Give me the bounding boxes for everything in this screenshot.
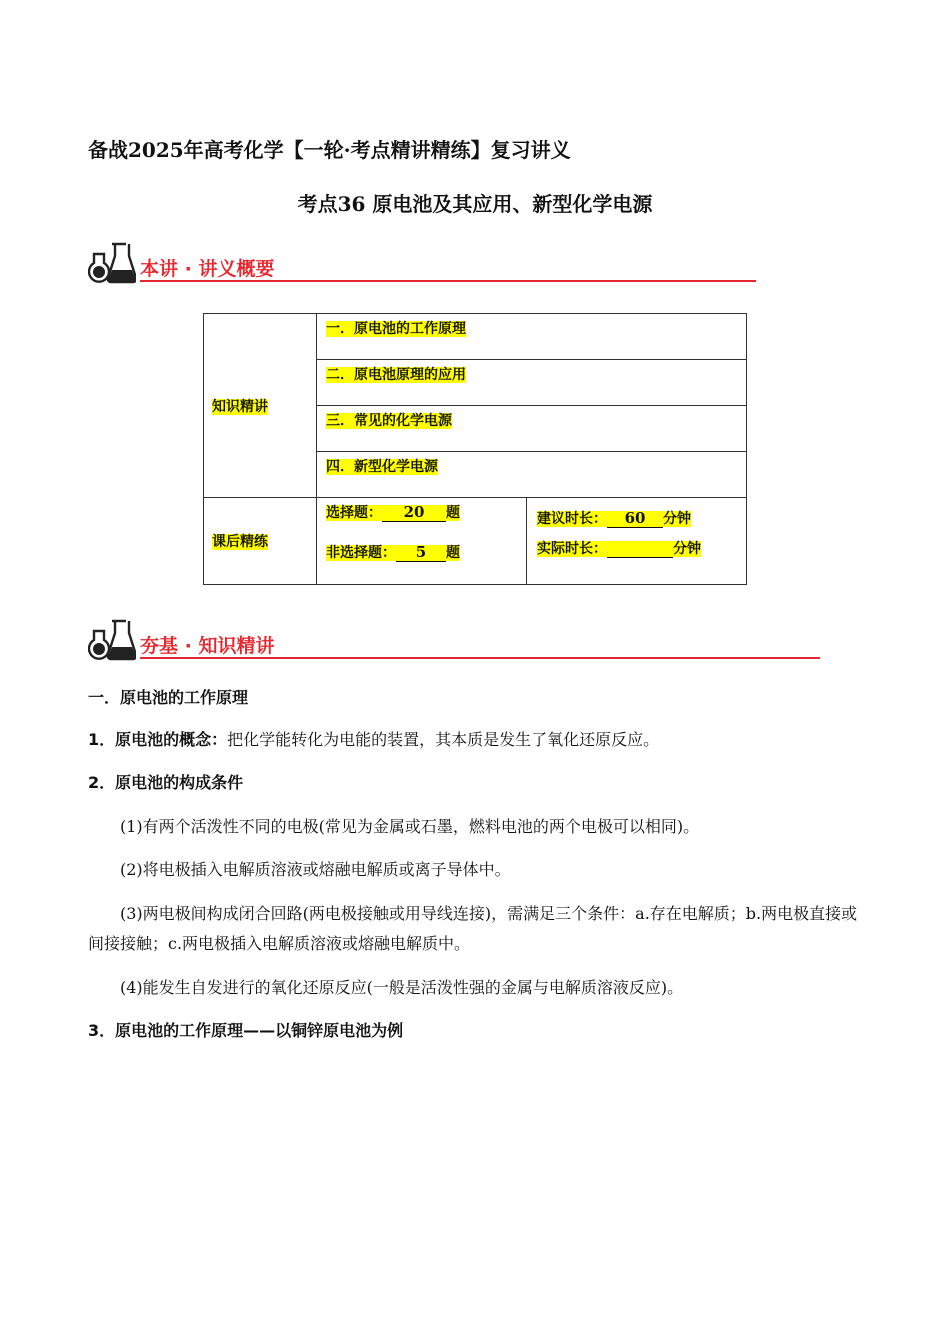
suggested-duration-row (537, 508, 746, 538)
section-divider (140, 657, 820, 659)
section-header-overview (88, 240, 758, 288)
choice-count: 20 (382, 503, 446, 522)
practice-category-cell (204, 498, 317, 585)
content-heading: 一．原电池的工作原理 (88, 688, 249, 707)
overview-item-label: 四．新型化学电源 (326, 459, 438, 475)
knowledge-category-label: 知识精讲 (212, 398, 268, 415)
suggested-duration-label: 建议时长： (537, 511, 607, 527)
suggested-duration-unit: 分钟 (663, 511, 691, 527)
document-subtitle: 考点36 原电池及其应用、新型化学电源 (297, 192, 653, 216)
overview-item-label: 一．原电池的工作原理 (326, 321, 466, 337)
overview-table (203, 313, 747, 585)
practice-category-label: 课后精练 (212, 534, 268, 550)
overview-item-label: 二．原电池原理的应用 (326, 367, 466, 383)
nonchoice-unit: 题 (446, 545, 460, 561)
choice-row (326, 502, 526, 542)
overview-item (317, 314, 747, 360)
paragraph-concept (88, 725, 868, 755)
concept-lead: 1．原电池的概念： (88, 730, 228, 749)
section-divider (140, 280, 756, 282)
overview-item-label: 三．常见的化学电源 (326, 413, 452, 429)
overview-item (317, 360, 747, 406)
nonchoice-label: 非选择题： (326, 545, 396, 561)
duration-cell (527, 498, 747, 585)
chemistry-flask-icon (88, 617, 136, 661)
condition-1: (1)有两个活泼性不同的电极(常见为金属或石墨，燃料电池的两个电极可以相同)。 (120, 817, 700, 836)
choice-label: 选择题： (326, 505, 382, 521)
nonchoice-count: 5 (396, 543, 446, 562)
conditions-heading: 2．原电池的构成条件 (88, 773, 244, 792)
concept-text: 把化学能转化为电能的装置，其本质是发生了氧化还原反应。 (227, 730, 660, 749)
section-title: 本讲 · 讲义概要 (140, 258, 275, 280)
condition-4: (4)能发生自发进行的氧化还原反应(一般是活泼性强的金属与电解质溶液反应)。 (120, 978, 684, 997)
document-title: 备战2025年高考化学【一轮·考点精讲精练】复习讲义 (88, 138, 571, 162)
actual-duration-unit: 分钟 (673, 541, 701, 557)
section-title: 夯基 · 知识精讲 (140, 635, 275, 657)
paragraph-conditions-heading (88, 768, 868, 798)
knowledge-category-cell (204, 314, 317, 498)
paragraph-principle-heading (88, 1016, 868, 1046)
question-count-cell (317, 498, 527, 585)
actual-duration-row (537, 538, 746, 558)
actual-duration-label: 实际时长： (537, 541, 607, 557)
nonchoice-row (326, 542, 526, 562)
condition-3: (3)两电极间构成闭合回路(两电极接触或用导线连接)，需满足三个条件：a.存在电解质；b.两电极直接或间接接触；c.两电极插入电解质溶液或熔融电解质中。 (88, 904, 858, 953)
overview-item (317, 452, 747, 498)
actual-duration-value (607, 539, 673, 558)
principle-heading: 3．原电池的工作原理——以铜锌原电池为例 (88, 1021, 404, 1040)
suggested-duration-value: 60 (607, 509, 663, 528)
condition-2: (2)将电极插入电解质溶液或熔融电解质或离子导体中。 (120, 860, 511, 879)
choice-unit: 题 (446, 505, 460, 521)
chemistry-flask-icon (88, 240, 136, 284)
overview-item (317, 406, 747, 452)
section-header-knowledge (88, 617, 823, 665)
